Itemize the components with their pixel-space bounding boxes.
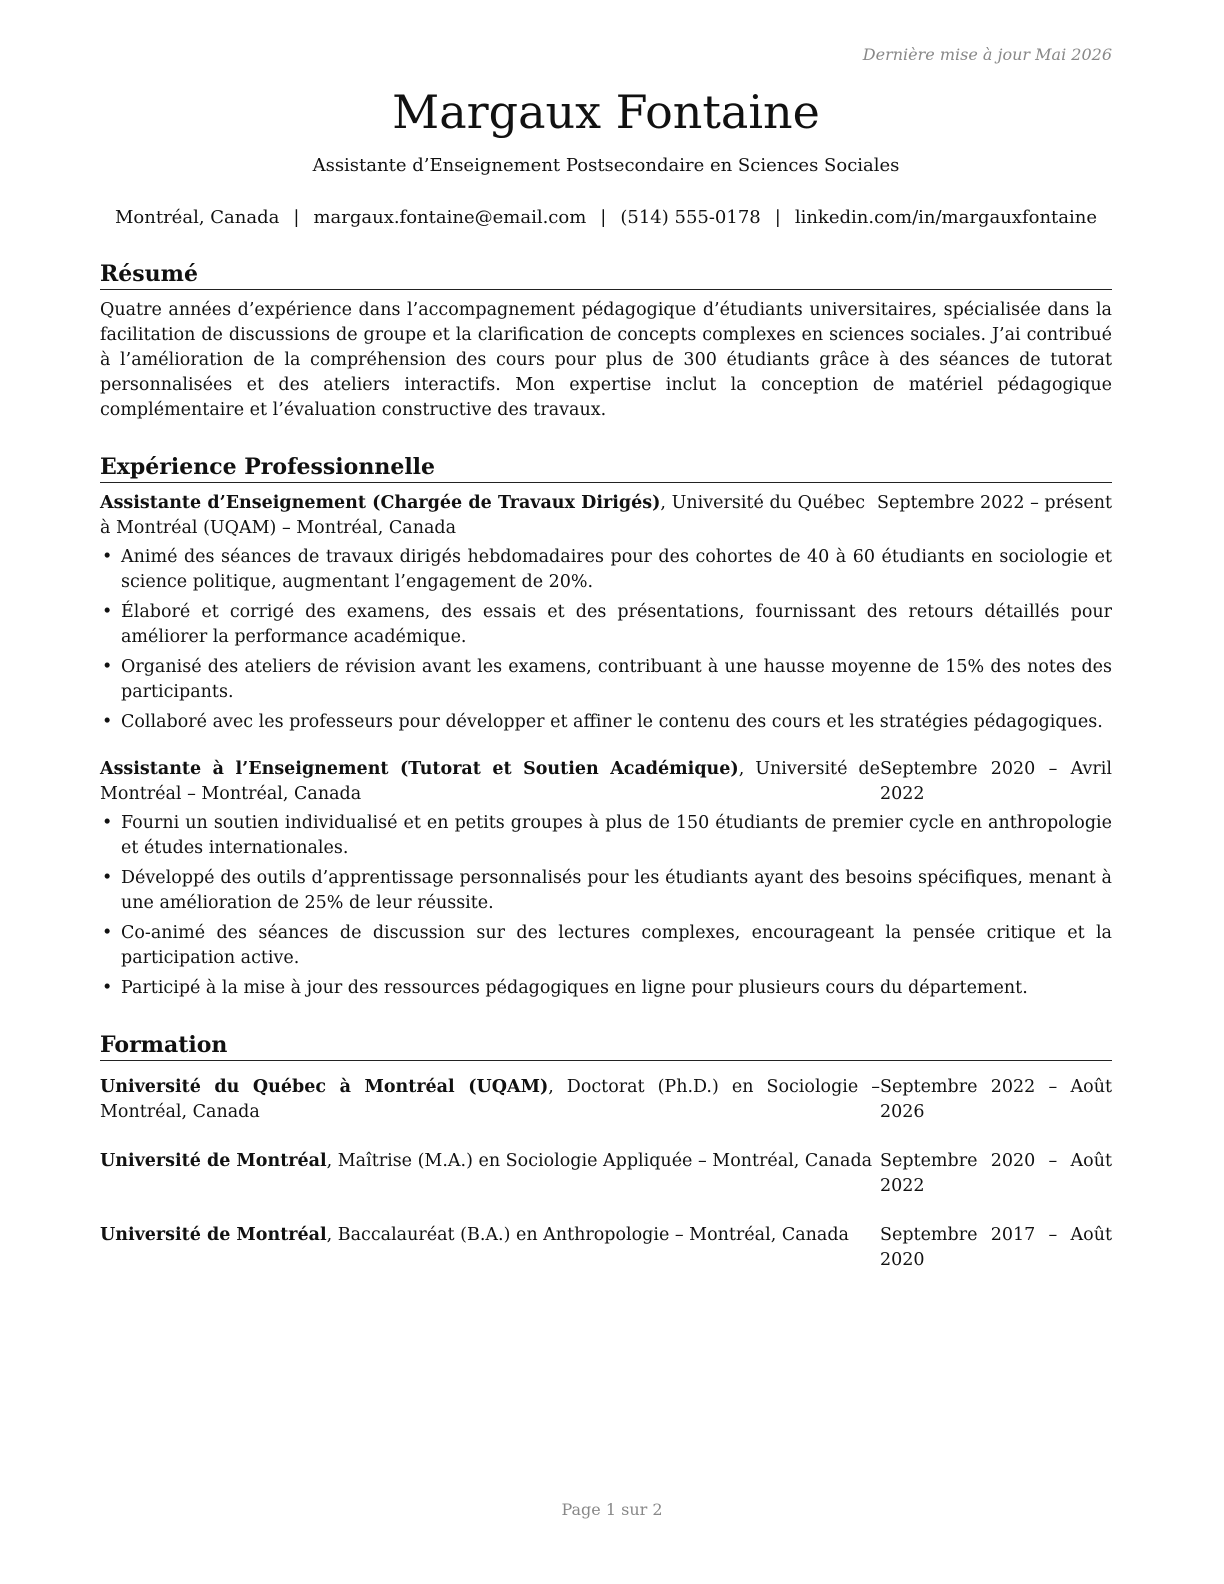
education-dates: Septembre 2022 – Août 2026 bbox=[880, 1077, 1112, 1122]
education-degree: , Maîtrise (M.A.) en Sociologie Appliquée – Montréal, Canada bbox=[326, 1151, 873, 1171]
bullet-item: • Animé des séances de travaux dirigés hebdomadaires pour des cohortes de 40 à 60 étudiants en sociologie et science politique, augmentant l’engagement de 20%. bbox=[100, 545, 1112, 595]
bullet-item: • Participé à la mise à jour des ressources pédagogiques en ligne pour plusieurs cours du département. bbox=[100, 976, 1112, 1001]
contact-separator: | bbox=[293, 207, 300, 228]
bullet-item: • Collaboré avec les professeurs pour développer et affiner le contenu des cours et les stratégies pédagogiques. bbox=[100, 710, 1112, 735]
contact-linkedin[interactable]: linkedin.com/in/margauxfontaine bbox=[794, 207, 1098, 228]
page-number: Page 1 sur 2 bbox=[561, 1500, 663, 1519]
education-school-degree bbox=[100, 1149, 880, 1199]
last-updated: Dernière mise à jour Mai 2026 bbox=[862, 45, 1112, 64]
experience-dates: Septembre 2020 – Avril 2022 bbox=[880, 759, 1112, 804]
candidate-name: Margaux Fontaine bbox=[392, 85, 820, 139]
education-school: Université de Montréal bbox=[100, 1225, 327, 1245]
section-title-experience: Expérience Professionnelle bbox=[100, 453, 1112, 483]
experience-org: , Université du Québec à Montréal (UQAM) – Montréal, Canada bbox=[100, 493, 866, 538]
experience-dates: Septembre 2022 – présent bbox=[877, 493, 1112, 513]
section-title-summary: Résumé bbox=[100, 260, 1112, 290]
experience-role: Assistante d’Enseignement (Chargée de Travaux Dirigés) bbox=[100, 493, 661, 513]
experience-bullets bbox=[100, 811, 1112, 1001]
experience-header bbox=[100, 491, 1112, 541]
education-dates: Septembre 2017 – Août 2020 bbox=[880, 1225, 1112, 1270]
bullet-item: • Développé des outils d’apprentissage personnalisés pour les étudiants ayant des besoins spécifiques, menant à une amélioration de 25% de leur réussite. bbox=[100, 866, 1112, 916]
contact-email[interactable]: margaux.fontaine@email.com bbox=[313, 207, 587, 228]
resume-page bbox=[100, 40, 1112, 1273]
education-dates: Septembre 2020 – Août 2022 bbox=[880, 1151, 1112, 1196]
education-school: Université de Montréal bbox=[100, 1151, 327, 1171]
bullet-item: • Élaboré et corrigé des examens, des essais et des présentations, fournissant des retours détaillés pour améliorer la performance académique. bbox=[100, 600, 1112, 650]
experience-entry bbox=[100, 757, 1112, 1001]
education-entry bbox=[100, 1149, 1112, 1199]
bullet-item: • Organisé des ateliers de révision avant les examens, contribuant à une hausse moyenne de 15% des notes des participants. bbox=[100, 655, 1112, 705]
experience-header bbox=[100, 757, 1112, 807]
summary-text: Quatre années d’expérience dans l’accompagnement pédagogique d’étudiants universitaires, spécialisée dans la facilitation de discussions de groupe et la clarification de concepts complexes en sciences sociales. J’ai contribué à l’amélioration de la compréhension des cours pour plus de 300 étudiants grâce à des séances de tutorat personnalisées et des ateliers interactifs. Mon expertise inclut la conception de matériel pédagogique complémentaire et l’évaluation constructive des travaux. bbox=[100, 300, 1112, 420]
section-title-education: Formation bbox=[100, 1031, 1112, 1061]
education-entry bbox=[100, 1223, 1112, 1273]
bullet-item: • Co-animé des séances de discussion sur des lectures complexes, encourageant la pensée critique et la participation active. bbox=[100, 921, 1112, 971]
education-degree: , Doctorat (Ph.D.) en Sociologie – Montréal, Canada bbox=[100, 1077, 880, 1122]
education-school-degree bbox=[100, 1223, 880, 1273]
contact-separator: | bbox=[774, 207, 781, 228]
bullet-item: • Fourni un soutien individualisé et en petits groupes à plus de 150 étudiants de premier cycle en anthropologie et études internationales. bbox=[100, 811, 1112, 861]
contact-phone: (514) 555-0178 bbox=[620, 207, 761, 228]
education-school: Université du Québec à Montréal (UQAM) bbox=[100, 1077, 549, 1097]
experience-role-org bbox=[100, 491, 865, 541]
education-degree: , Baccalauréat (B.A.) en Anthropologie – Montréal, Canada bbox=[326, 1225, 849, 1245]
contact-line bbox=[100, 206, 1112, 230]
experience-org: , Université de Montréal – Montréal, Canada bbox=[100, 759, 880, 804]
education-school-degree bbox=[100, 1075, 880, 1125]
experience-bullets bbox=[100, 545, 1112, 735]
experience-role-org bbox=[100, 757, 880, 807]
contact-location: Montréal, Canada bbox=[114, 207, 280, 228]
experience-entry bbox=[100, 491, 1112, 735]
candidate-title: Assistante d’Enseignement Postsecondaire en Sciences Sociales bbox=[312, 155, 900, 176]
experience-role: Assistante à l’Enseignement (Tutorat et Soutien Académique) bbox=[100, 759, 739, 779]
education-entry bbox=[100, 1075, 1112, 1125]
contact-separator: | bbox=[600, 207, 607, 228]
